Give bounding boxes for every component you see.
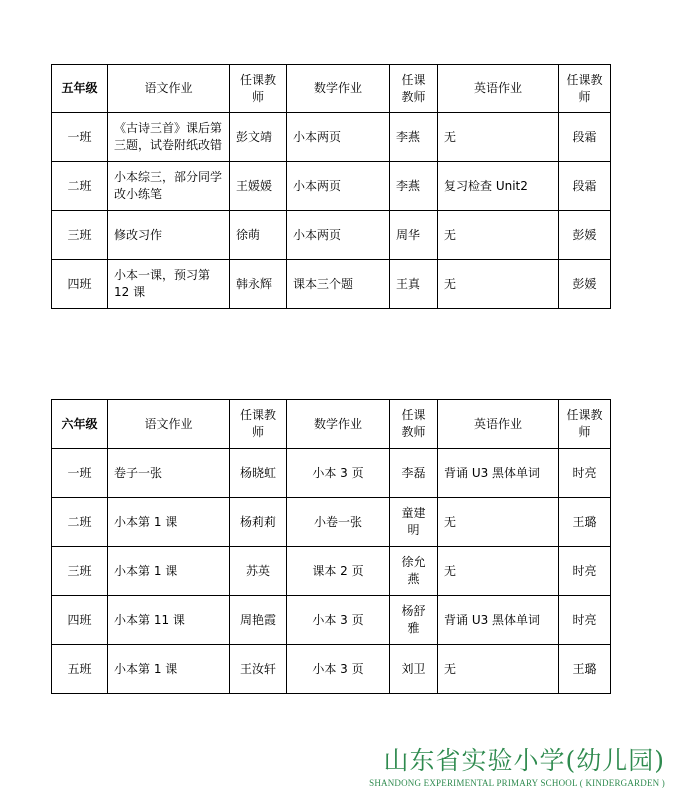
math-homework-cell: 课本 2 页 xyxy=(287,547,390,596)
chinese-homework-cell: 小本第 11 课 xyxy=(108,596,230,645)
column-header-english-teacher: 任课教师 xyxy=(559,65,611,113)
english-teacher-cell: 王璐 xyxy=(559,645,611,694)
column-header-math-teacher: 任课教师 xyxy=(390,400,438,449)
class-cell: 四班 xyxy=(52,260,108,309)
english-teacher-cell: 彭媛 xyxy=(559,260,611,309)
chinese-teacher-cell: 王汝轩 xyxy=(230,645,287,694)
column-header-math: 数学作业 xyxy=(287,400,390,449)
column-header-math: 数学作业 xyxy=(287,65,390,113)
english-teacher-cell: 时亮 xyxy=(559,449,611,498)
english-homework-cell: 无 xyxy=(438,645,559,694)
chinese-teacher-cell: 徐萌 xyxy=(230,211,287,260)
math-homework-cell: 课本三个题 xyxy=(287,260,390,309)
english-homework-cell: 无 xyxy=(438,211,559,260)
grade-label: 五年级 xyxy=(52,65,108,113)
english-teacher-cell: 段霜 xyxy=(559,113,611,162)
school-logo xyxy=(369,745,665,789)
table-row xyxy=(52,211,611,260)
column-header-math-teacher: 任课教师 xyxy=(390,65,438,113)
class-cell: 四班 xyxy=(52,596,108,645)
chinese-teacher-cell: 韩永辉 xyxy=(230,260,287,309)
chinese-homework-cell: 小本第 1 课 xyxy=(108,645,230,694)
table-row xyxy=(52,547,611,596)
chinese-homework-cell: 卷子一张 xyxy=(108,449,230,498)
column-header-chinese-teacher: 任课教师 xyxy=(230,400,287,449)
math-homework-cell: 小卷一张 xyxy=(287,498,390,547)
english-homework-cell: 无 xyxy=(438,113,559,162)
english-teacher-cell: 彭媛 xyxy=(559,211,611,260)
grade-label: 六年级 xyxy=(52,400,108,449)
class-cell: 二班 xyxy=(52,162,108,211)
class-cell: 一班 xyxy=(52,113,108,162)
chinese-homework-cell: 小本第 1 课 xyxy=(108,547,230,596)
class-cell: 五班 xyxy=(52,645,108,694)
table-row xyxy=(52,645,611,694)
column-header-chinese-teacher: 任课教师 xyxy=(230,65,287,113)
column-header-chinese: 语文作业 xyxy=(108,65,230,113)
math-homework-cell: 小本 3 页 xyxy=(287,596,390,645)
chinese-homework-cell: 《古诗三首》课后第三题，试卷附纸改错 xyxy=(108,113,230,162)
chinese-teacher-cell: 杨莉莉 xyxy=(230,498,287,547)
table-row xyxy=(52,498,611,547)
math-teacher-cell: 李燕 xyxy=(390,113,438,162)
math-homework-cell: 小本两页 xyxy=(287,113,390,162)
table-row xyxy=(52,596,611,645)
english-homework-cell: 无 xyxy=(438,547,559,596)
english-homework-cell: 无 xyxy=(438,498,559,547)
class-cell: 三班 xyxy=(52,211,108,260)
grade6-homework-table xyxy=(51,399,611,694)
math-teacher-cell: 刘卫 xyxy=(390,645,438,694)
math-teacher-cell: 童建明 xyxy=(390,498,438,547)
table-header-row xyxy=(52,400,611,449)
column-header-chinese: 语文作业 xyxy=(108,400,230,449)
class-cell: 二班 xyxy=(52,498,108,547)
table-header-row xyxy=(52,65,611,113)
chinese-homework-cell: 小本综三，部分同学改小练笔 xyxy=(108,162,230,211)
school-name-english: SHANDONG EXPERIMENTAL PRIMARY SCHOOL ( KINDERGARDEN ) xyxy=(369,778,665,788)
grade5-homework-table xyxy=(51,64,611,309)
chinese-homework-cell: 修改习作 xyxy=(108,211,230,260)
chinese-homework-cell: 小本一课，预习第 12 课 xyxy=(108,260,230,309)
column-header-english: 英语作业 xyxy=(438,65,559,113)
english-teacher-cell: 王璐 xyxy=(559,498,611,547)
math-teacher-cell: 周华 xyxy=(390,211,438,260)
class-cell: 一班 xyxy=(52,449,108,498)
school-name-chinese: 山东省实验小学(幼儿园) xyxy=(383,746,665,775)
english-teacher-cell: 时亮 xyxy=(559,547,611,596)
chinese-teacher-cell: 苏英 xyxy=(230,547,287,596)
chinese-teacher-cell: 周艳霞 xyxy=(230,596,287,645)
english-teacher-cell: 段霜 xyxy=(559,162,611,211)
column-header-english-teacher: 任课教师 xyxy=(559,400,611,449)
math-teacher-cell: 杨舒雅 xyxy=(390,596,438,645)
math-homework-cell: 小本 3 页 xyxy=(287,449,390,498)
math-teacher-cell: 李磊 xyxy=(390,449,438,498)
column-header-english: 英语作业 xyxy=(438,400,559,449)
chinese-teacher-cell: 彭文靖 xyxy=(230,113,287,162)
english-homework-cell: 无 xyxy=(438,260,559,309)
english-homework-cell: 复习检查 Unit2 xyxy=(438,162,559,211)
chinese-teacher-cell: 王媛媛 xyxy=(230,162,287,211)
class-cell: 三班 xyxy=(52,547,108,596)
chinese-homework-cell: 小本第 1 课 xyxy=(108,498,230,547)
table-row xyxy=(52,113,611,162)
math-teacher-cell: 徐允燕 xyxy=(390,547,438,596)
math-homework-cell: 小本两页 xyxy=(287,211,390,260)
table-row xyxy=(52,449,611,498)
table-row xyxy=(52,162,611,211)
table-row xyxy=(52,260,611,309)
math-homework-cell: 小本 3 页 xyxy=(287,645,390,694)
english-teacher-cell: 时亮 xyxy=(559,596,611,645)
english-homework-cell: 背诵 U3 黑体单词 xyxy=(438,449,559,498)
chinese-teacher-cell: 杨晓虹 xyxy=(230,449,287,498)
math-teacher-cell: 李燕 xyxy=(390,162,438,211)
english-homework-cell: 背诵 U3 黑体单词 xyxy=(438,596,559,645)
math-homework-cell: 小本两页 xyxy=(287,162,390,211)
math-teacher-cell: 王真 xyxy=(390,260,438,309)
